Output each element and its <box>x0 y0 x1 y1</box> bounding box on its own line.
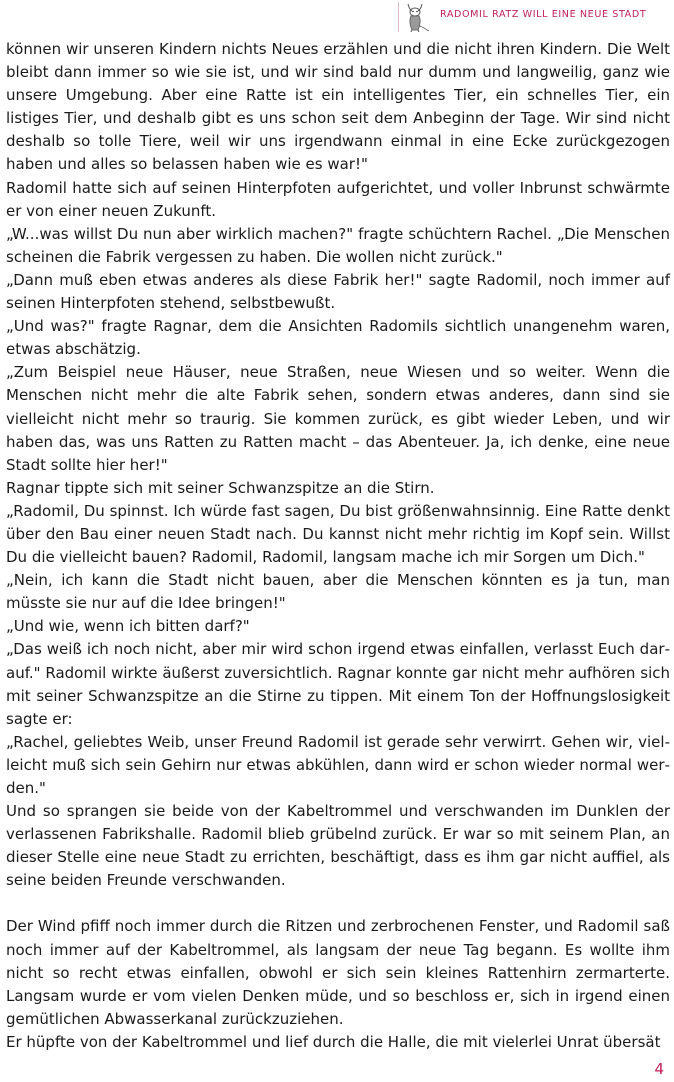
page-header <box>0 0 674 32</box>
paragraph: können wir unseren Kindern nichts Neues erzählen und die nicht ihren Kindern. Die Welt bleibt dann immer so wie sie ist, und wir sind bald nur dumm und langweilig, ganz wie unsere Umgebung. Aber eine Ratte ist ein intelligentes Tier, ein schnelles Tier, ein listiges Tier, und deshalb gibt es uns schon seit dem Anbeginn der Tage. Wir sind nicht deshalb so tolle Tiere, weil wir uns irgendwann einmal in eine Ecke zurückgezogen haben und alles so belassen haben wie es war!" <box>6 40 670 174</box>
paragraph-spacer <box>6 892 670 915</box>
paragraph: „Radomil, Du spinnst. Ich würde fast sagen, Du bist größenwahnsinnig. Eine Ratte denkt über den Bau einer neuen Stadt nach. Du kannst nicht mehr richtig im Kopf sein. Willst Du die vielleicht bauen? Radomil, Radomil, langsam mache ich mir Sorgen um Dich." <box>6 501 670 567</box>
paragraph: „Zum Beispiel neue Häuser, neue Straßen, neue Wiesen und so weiter. Wenn die Menschen nicht mehr die alte Fabrik sehen, sondern etwas anderes, dann sind sie vielleicht nicht mehr so traurig. Sie kommen zurück, es gibt wieder Leben, und wir haben das, was uns Ratten zu Ratten macht – das Abenteuer. Ja, ich denke, eine neue Stadt sollte hier her!" <box>6 363 670 474</box>
paragraph: Der Wind pfiff noch immer durch die Ritzen und zerbrochenen Fenster, und Radomil saß noch immer auf der Kabeltrommel, als langsam der neue Tag begann. Es wollte ihm nicht so recht etwas einfallen, obwohl er sich sein kleines Rattenhirn zermarterte. Langsam wurde er vom vielen Denken müde, und so beschloss er, sich in irgend einen gemütlichen Abwasserkanal zurückzuziehen. <box>6 917 670 1028</box>
paragraph: „Nein, ich kann die Stadt nicht bauen, aber die Menschen könnten es ja tun, man müsste sie nur auf die Idee bringen!" <box>6 571 670 613</box>
paragraph: Radomil hatte sich auf seinen Hinterpfoten aufgerichtet, und voller Inbrunst schwärmte er von einer neuen Zukunft. <box>6 178 670 220</box>
paragraph: Er hüpfte von der Kabeltrommel und lief durch die Halle, die mit vielerlei Unrat übersät <box>6 1032 661 1051</box>
paragraph: „W...was willst Du nun aber wirklich machen?" fragte schüchtern Rachel. „Die Menschen scheinen die Fabrik vergessen zu haben. Die wollen nicht zurück." <box>6 224 670 266</box>
page-number: 4 <box>654 1060 664 1078</box>
paragraph: Und so sprangen sie beide von der Kabeltrommel und verschwanden im Dunklen der verlassenen Fabrikshalle. Radomil blieb grübelnd zurück. Er war so mit seinem Plan, an dieser Stelle eine neue Stadt zu errichten, beschäftigt, dass es ihm gar nicht auffiel, als seine beiden Freunde verschwanden. <box>6 802 670 890</box>
paragraph: „Und was?" fragte Ragnar, dem die Ansichten Radomils sichtlich unangenehm waren, etwas abschätzig. <box>6 317 670 359</box>
paragraph: „Das weiß ich noch nicht, aber mir wird schon irgend etwas einfallen, verlasst Euch darauf." Radomil wirkte äußerst zuversichtlich. Ragnar konnte gar nicht mehr aufhören sich mit seiner Schwanzspitze an die Stirne zu tippen. Mit einem Ton der Hoffnungslosigkeit sagte er: <box>6 640 670 728</box>
paragraph: „Dann muß eben etwas anderes als diese Fabrik her!" sagte Radomil, noch immer auf seinen Hinterpfoten stehend, selbstbewußt. <box>6 270 670 313</box>
body-text <box>6 38 670 1054</box>
paragraph: Ragnar tippte sich mit seiner Schwanzspitze an die Stirn. <box>6 478 435 497</box>
running-title: RADOMIL RATZ WILL EINE NEUE STADT <box>440 9 647 20</box>
paragraph: „Und wie, wenn ich bitten darf?" <box>6 617 250 636</box>
paragraph: „Rachel, geliebtes Weib, unser Freund Radomil ist gerade sehr verwirrt. Gehen wir, vielleicht muß sich sein Gehirn nur etwas abkühlen, dann wird er schon wieder normal werden." <box>6 732 670 797</box>
rat-figure-icon <box>399 2 431 32</box>
